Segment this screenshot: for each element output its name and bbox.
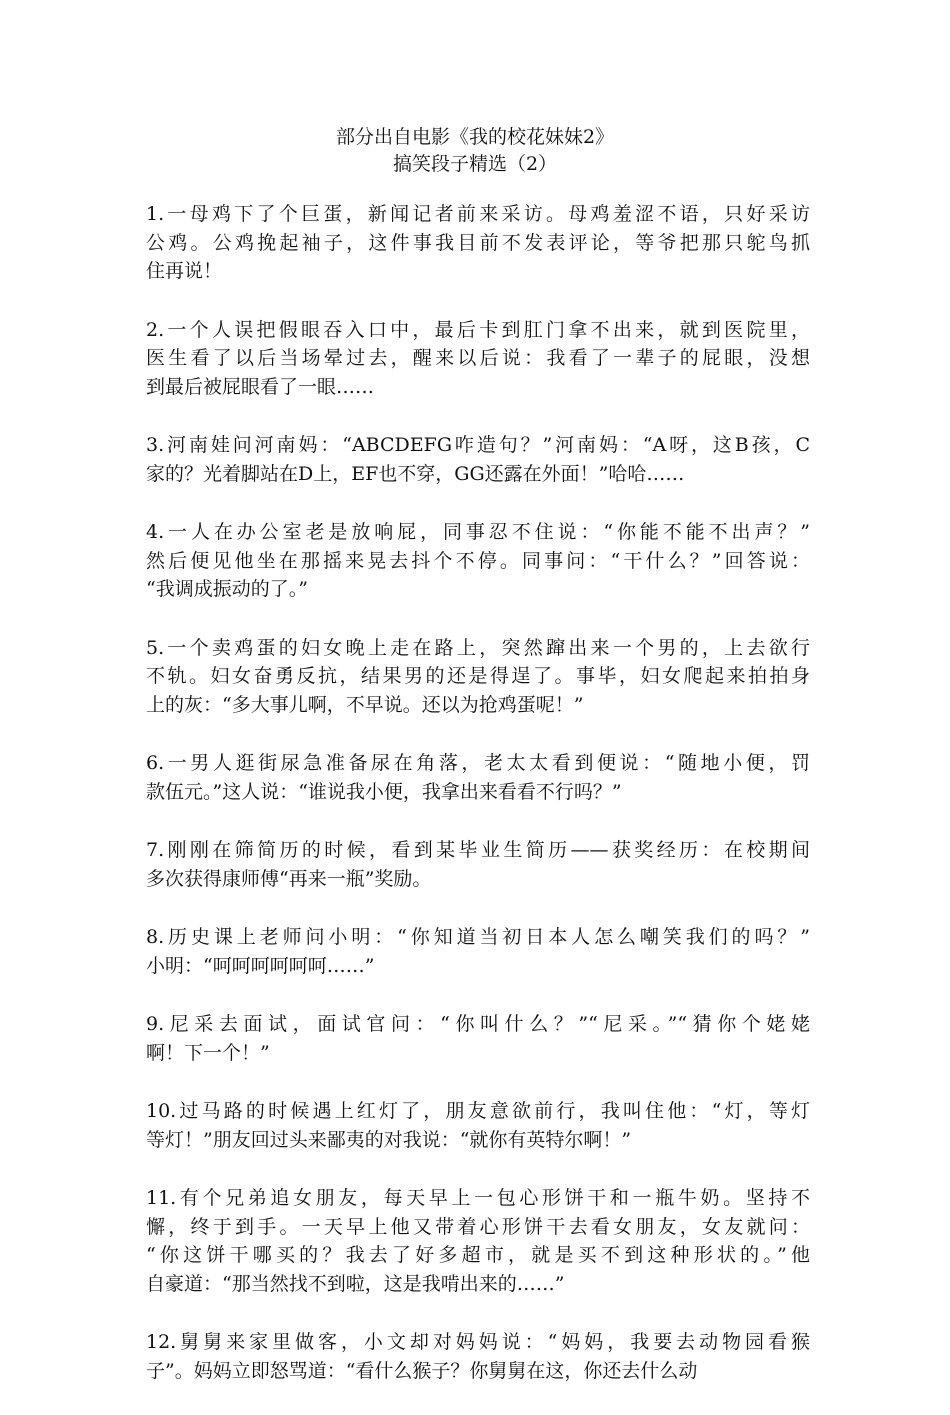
joke-paragraph xyxy=(146,1097,810,1154)
joke-line: 9.尼采去面试，面试官问：“你叫什么？”“尼采。”“猜你个姥姥 xyxy=(146,1013,810,1035)
joke-line: 家的？光着脚站在D上，EF也不穿，GG还露在外面！”哈哈…… xyxy=(146,462,685,485)
joke-line: 等灯！”朋友回过头来鄙夷的对我说：“就你有英特尔啊！” xyxy=(146,1128,632,1151)
joke-line: 11.有个兄弟追女朋友，每天早上一包心形饼干和一瓶牛奶。坚持不 xyxy=(146,1187,810,1209)
joke-line: 啊！下一个！” xyxy=(146,1041,270,1064)
joke-paragraph xyxy=(146,316,810,402)
joke-line: 4.一人在办公室老是放响屁，同事忍不住说：“你能不能不出声？” xyxy=(146,521,810,543)
joke-line: 住再说！ xyxy=(146,260,223,282)
joke-line: 小明：“呵呵呵呵呵呵……” xyxy=(146,954,375,977)
joke-line: 多次获得康师傅“再来一瓶”奖励。 xyxy=(146,867,432,890)
joke-line: 不轨。妇女奋勇反抗，结果男的还是得逞了。事毕，妇女爬起来拍拍身 xyxy=(146,665,810,687)
joke-line: 12.舅舅来家里做客，小文却对妈妈说：“妈妈，我要去动物园看猴 xyxy=(146,1331,810,1353)
joke-line: 医生看了以后当场晕过去，醒来以后说：我看了一辈子的屁眼，没想 xyxy=(146,347,810,369)
joke-line: 懈，终于到手。一天早上他又带着心形饼干去看女朋友，女友就问： xyxy=(146,1215,810,1238)
joke-line: 款伍元。”这人说：“谁说我小便，我拿出来看看不行吗？” xyxy=(146,780,622,803)
title-line-2: 搞笑段子精选（2） xyxy=(392,153,558,175)
joke-paragraph xyxy=(146,1328,810,1385)
joke-paragraph xyxy=(146,836,810,893)
joke-line: 自豪道：“那当然找不到啦，这是我啃出来的……” xyxy=(146,1272,565,1295)
joke-list xyxy=(146,200,810,1415)
document-title xyxy=(0,124,950,178)
joke-line: 5.一个卖鸡蛋的妇女晚上走在路上，突然蹿出来一个男的，上去欲行 xyxy=(146,636,810,659)
joke-line: 10.过马路的时候遇上红灯了，朋友意欲前行，我叫住他：“灯，等灯 xyxy=(146,1100,810,1122)
joke-line: 上的灰：“多大事儿啊，不早说。还以为抢鸡蛋呢！” xyxy=(146,693,584,716)
joke-line: 6.一男人逛街尿急准备尿在角落，老太太看到便说：“随地小便，罚 xyxy=(146,752,810,774)
joke-paragraph xyxy=(146,1184,810,1298)
joke-paragraph xyxy=(146,634,810,720)
joke-paragraph xyxy=(146,200,810,286)
joke-line: 然后便见他坐在那摇来晃去抖个不停。同事问：“干什么？”回答说： xyxy=(146,549,810,572)
joke-paragraph xyxy=(146,518,810,604)
joke-line: 8.历史课上老师问小明：“你知道当初日本人怎么嘲笑我们的吗？” xyxy=(146,926,810,948)
joke-paragraph xyxy=(146,749,810,806)
joke-line: 到最后被屁眼看了一眼…… xyxy=(146,375,375,398)
joke-line: “你这饼干哪买的？我去了好多超市，就是买不到这种形状的。”他 xyxy=(146,1244,810,1266)
joke-line: 子”。妈妈立即怒骂道：“看什么猴子？你舅舅在这，你还去什么动 xyxy=(146,1359,698,1382)
joke-line: “我调成振动的了。” xyxy=(146,578,308,600)
joke-line: 3.河南娃问河南妈：“ABCDEFG咋造句？”河南妈：“A呀，这B孩，C xyxy=(146,434,810,456)
joke-line: 2.一个人误把假眼吞入口中，最后卡到肛门拿不出来，就到医院里， xyxy=(146,318,810,341)
joke-paragraph xyxy=(146,1010,810,1067)
joke-line: 7.刚刚在筛简历的时候，看到某毕业生简历——获奖经历：在校期间 xyxy=(146,839,810,861)
joke-paragraph xyxy=(146,923,810,980)
title-line-1: 部分出自电影《我的校花妹妹2》 xyxy=(335,126,615,148)
joke-line: 1.一母鸡下了个巨蛋，新闻记者前来采访。母鸡羞涩不语，只好采访 xyxy=(146,203,810,225)
joke-paragraph xyxy=(146,431,810,488)
joke-line: 公鸡。公鸡挽起袖子，这件事我目前不发表评论，等爷把那只鸵鸟抓 xyxy=(146,231,810,254)
